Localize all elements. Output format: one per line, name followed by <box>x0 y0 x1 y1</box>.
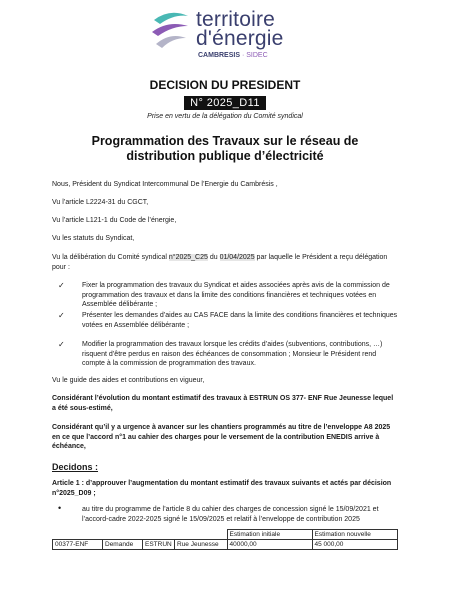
decision-title: DECISION DU PRESIDENT <box>149 78 301 92</box>
table-header-cell: Estimation initiale <box>227 530 312 540</box>
deliberation-date: 01/04/2025 <box>219 254 255 261</box>
table-cell: 40000,00 <box>227 540 312 550</box>
decisions-heading: Decidons : <box>52 462 99 472</box>
bullet-dot-icon: • <box>58 503 62 513</box>
table-cell: 00377-ENF <box>53 540 103 550</box>
table-cell: ESTRUN <box>143 540 175 550</box>
table-header-cell <box>175 530 228 540</box>
decision-number-wrap <box>0 93 450 111</box>
works-table <box>52 529 398 550</box>
paragraph-vu-deliberation: Vu la délibération du Comité syndical n°2025_C25 du 01/04/2025 par laquelle le Président a reçu délégation pour : <box>52 254 388 271</box>
paragraph-considerant-2: Considérant qu’il y a urgence à avancer sur les chantiers programmés au titre de l’enveloppe A8 2025 en ce que l’accord n°1 au cahier des charges pour le versement de la contribution ENEDIS arrive à échéance, <box>52 424 391 450</box>
logo-text-line1: territoire <box>196 8 276 31</box>
article-1: Article 1 : d’approuver l’augmentation du montant estimatif des travaux suivants et actés par décision n°2025_D09 ; <box>52 480 392 497</box>
checkmark-icon: ✓ <box>58 311 65 320</box>
decision-subject: Programmation des Travaux sur le réseau de distribution publique d’électricité <box>91 134 359 163</box>
logo-text-line2: d'énergie <box>196 27 284 50</box>
table-header-cell: Estimation nouvelle <box>312 530 397 540</box>
delegation-note: Prise en vertu de la délégation du Comité syndical <box>147 113 303 120</box>
table-cell: 45 000,00 <box>312 540 397 550</box>
paragraph-vu-cgct: Vu l’article L2224-31 du CGCT, <box>52 199 149 206</box>
table-header-cell <box>53 530 103 540</box>
logo-mark-icon <box>148 10 196 54</box>
logo-subtitle: CAMBRESIS · SIDEC <box>198 52 268 59</box>
table-header-cell <box>103 530 143 540</box>
decision-number: N° 2025_D11 <box>184 96 266 110</box>
checkmark-icon: ✓ <box>58 340 65 349</box>
deliberation-ref: n°2025_C25 <box>168 254 208 261</box>
table-cell: Rue Jeunesse <box>175 540 228 550</box>
table-header-row <box>53 530 398 540</box>
table-header-cell <box>143 530 175 540</box>
table-row <box>53 540 398 550</box>
table-cell: Demande <box>103 540 143 550</box>
paragraph-vu-statuts: Vu les statuts du Syndicat, <box>52 235 135 242</box>
paragraph-nous: Nous, Président du Syndicat Intercommunal De l’Energie du Cambrésis , <box>52 181 278 188</box>
article-1-label: Article 1 <box>52 480 80 487</box>
paragraph-guide: Vu le guide des aides et contributions en vigueur, <box>52 377 205 384</box>
paragraph-vu-code-energie: Vu l’article L121-1 du Code de l’énergie, <box>52 217 177 224</box>
logo <box>148 8 308 64</box>
paragraph-considerant-1: Considérant l’évolution du montant estimatif des travaux à ESTRUN OS 377- ENF Rue Jeunesse lequel a été sous-estimé, <box>52 395 394 412</box>
checkmark-icon: ✓ <box>58 281 65 290</box>
